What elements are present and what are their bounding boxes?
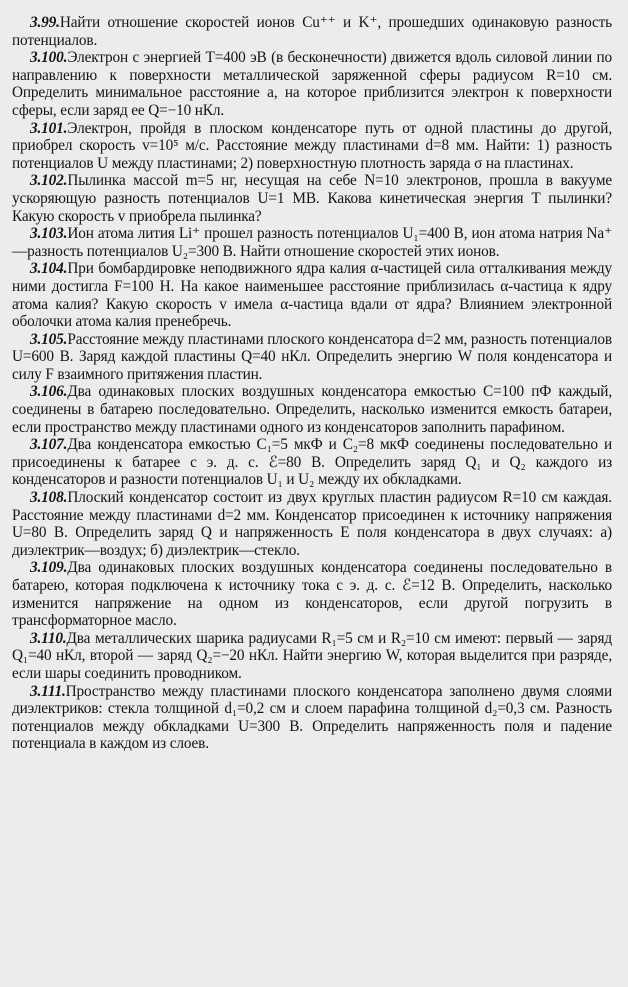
problem-3-100: [12, 49, 612, 119]
problem-number: 3.104.: [30, 260, 68, 278]
problem-number: 3.101.: [30, 119, 68, 137]
problem-number: 3.103.: [30, 225, 68, 243]
problem-3-102: [12, 172, 612, 225]
problem-text: Ион атома лития Li⁺ прошел разность потенциалов U₁=400 В, ион атома натрия Na⁺—разность потенциалов U₂=300 В. Найти отношение скоростей этих ионов.: [12, 225, 612, 260]
problem-3-110: [12, 630, 612, 683]
problem-3-109: [12, 559, 612, 629]
problem-number: 3.109.: [30, 559, 68, 577]
problem-text: Плоский конденсатор состоит из двух круглых пластин радиусом R=10 см каждая. Расстояние между пластинами d=2 мм. Конденсатор присоединен к источнику напряжения U=80 В. Определить заряд Q и напряженность E поля конденсатора в двух случаях: а) диэлектрик—воздух; б) диэлектрик—стекло.: [12, 489, 612, 559]
problem-3-101: [12, 120, 612, 173]
problem-3-99: [12, 14, 612, 49]
problem-3-104: [12, 260, 612, 330]
problem-text: Два одинаковых плоских воздушных конденсатора соединены последовательно в батарею, которая подключена к источнику тока с э. д. с. ℰ=12 В. Определить, насколько изменится напряжение на одном из конденсаторов, если другой погрузить в трансформаторное масло.: [12, 559, 612, 630]
problem-3-108: [12, 489, 612, 559]
problem-3-105: [12, 331, 612, 384]
problem-number: 3.99.: [30, 14, 60, 31]
problem-text: Два металлических шарика радиусами R₁=5 см и R₂=10 см имеют: первый — заряд Q₁=40 нКл, второй — заряд Q₂=−20 нКл. Найти энергию W, которая выделится при разряде, если шары соединить проводником.: [12, 629, 612, 682]
problem-text: При бомбардировке неподвижного ядра калия α-частицей сила отталкивания между ними достигла F=100 Н. На какое наименьшее расстояние приблизилась α-частица к ядру атома калия? Какую скорость v имела α-частица вдали от ядра? Влиянием электронной оболочки атома калия пренебречь.: [12, 260, 612, 331]
problem-number: 3.100.: [30, 49, 68, 67]
problem-text: Электрон, пройдя в плоском конденсаторе путь от одной пластины до другой, приобрел скорость v=10⁵ м/с. Расстояние между пластинами d=8 мм. Найти: 1) разность потенциалов U между пластинами; 2) поверхностную плотность заряда σ на пластинах.: [12, 119, 612, 172]
problem-number: 3.105.: [30, 330, 68, 348]
problem-number: 3.111.: [30, 682, 66, 700]
problem-number: 3.108.: [30, 489, 68, 507]
problem-text: Два конденсатора емкостью C₁=5 мкФ и C₂=8 мкФ соединены последовательно и присоединены к батарее с э. д. с. ℰ=80 В. Определить заряд Q₁ и Q₂ каждого из конденсаторов и разности потенциалов U₁ и U₂ между их обкладками.: [12, 436, 612, 489]
problem-number: 3.102.: [30, 172, 68, 190]
problem-text: Расстояние между пластинами плоского конденсатора d=2 мм, разность потенциалов U=600 В. Заряд каждой пластины Q=40 нКл. Определить энергию W поля конденсатора и силу F взаимного притяжения пластин.: [12, 330, 612, 383]
problem-text: Найти отношение скоростей ионов Cu⁺⁺ и K⁺, прошедших одинаковую разность потенциалов.: [12, 14, 612, 49]
problem-text: Пылинка массой m=5 нг, несущая на себе N=10 электронов, прошла в вакууме ускоряющую разность потенциалов U=1 МВ. Какова кинетическая энергия T пылинки? Какую скорость v приобрела пылинка?: [12, 172, 612, 225]
problem-3-111: [12, 683, 612, 753]
problem-number: 3.107.: [30, 436, 68, 454]
problem-text: Два одинаковых плоских воздушных конденсатора емкостью C=100 пФ каждый, соединены в батарею последовательно. Определить, насколько изменится емкость батареи, если пространство между пластинами одного из конденсаторов заполнить парафином.: [12, 383, 612, 436]
problem-3-106: [12, 383, 612, 436]
problem-number: 3.110.: [30, 629, 67, 647]
problem-number: 3.106.: [30, 383, 68, 401]
problem-text: Электрон с энергией T=400 эВ (в бесконечности) движется вдоль силовой линии по направлению к поверхности металлической заряженной сферы радиусом R=10 см. Определить минимальное расстояние a, на которое приблизится электрон к поверхности сферы, если заряд ее Q=−10 нКл.: [12, 49, 612, 119]
problem-text: Пространство между пластинами плоского конденсатора заполнено двумя слоями диэлектриков: стекла толщиной d₁=0,2 см и слоем парафина толщиной d₂=0,3 см. Разность потенциалов между обкладками U=300 В. Определить напряженность поля и падение потенциала в каждом из слоев.: [12, 682, 612, 753]
problem-3-103: [12, 225, 612, 260]
problem-3-107: [12, 436, 612, 489]
